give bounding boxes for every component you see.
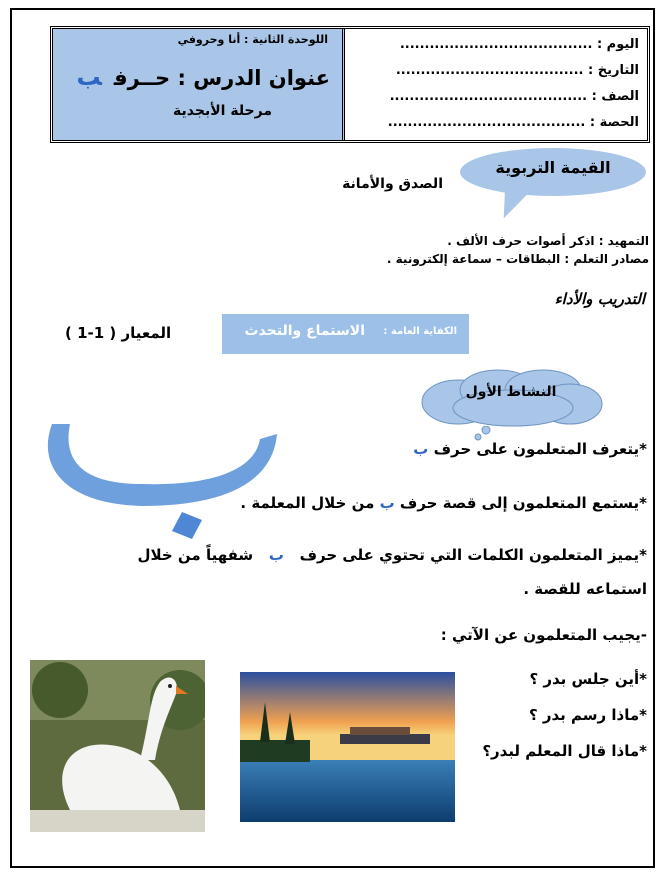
standard-label: المعيار ( 1-1 ) [65, 324, 172, 342]
line-letter: ب [379, 494, 395, 512]
question-1: *أين جلس بدر ؟ [529, 670, 647, 688]
date-field [396, 63, 639, 78]
line-letter: ب [413, 440, 429, 458]
lesson-panel [53, 29, 345, 140]
field-label: اليوم : [596, 37, 639, 52]
warmup-text: التمهيد : اذكر أصوات حرف الألف . [447, 234, 649, 248]
resources-text: مصادر التعلم : البطاقات – سماعة إلكترونية . [386, 252, 649, 266]
field-label: الصف : [591, 89, 639, 104]
value-title: القيمة التربوية [495, 158, 611, 177]
line-letter: ب [268, 546, 284, 564]
class-field [390, 89, 639, 104]
lesson-title [76, 63, 330, 91]
question-3: *ماذا قال المعلم لبدر؟ [482, 742, 647, 760]
field-blank: ...................................... [395, 63, 584, 78]
competency-label: الكفاية العامة : [383, 326, 457, 337]
training-heading: التدريب والأداء [554, 290, 645, 308]
period-field [388, 115, 639, 130]
line-text-after: شفهياً من خلال [137, 546, 254, 564]
answer-intro: -يجيب المتعلمون عن الآتي : [440, 626, 647, 644]
competency-value: الاستماع والتحدث [244, 323, 365, 339]
field-blank: ........................................ [387, 115, 586, 130]
line-text: *يستمع المتعلمون إلى قصة حرف [399, 494, 647, 512]
info-panel [345, 29, 647, 140]
field-label: الحصة : [589, 115, 639, 130]
unit-title: اللوحدة الثانية : أنا وحروفي [177, 33, 328, 46]
activity-title: النشاط الأول [465, 384, 557, 400]
activity-line-1 [413, 440, 647, 458]
big-letter-ba-icon [32, 394, 292, 549]
stage-label: مرحلة الأبجدية [173, 103, 272, 119]
intro-block [387, 232, 649, 268]
lesson-title-prefix: عنوان الدرس : حــرف [113, 66, 330, 90]
field-label: التاريخ : [588, 63, 639, 78]
field-blank: ........................................ [389, 89, 588, 104]
lesson-letter: ب [76, 63, 102, 91]
value-text: الصدق والأمانة [342, 176, 443, 192]
question-2: *ماذا رسم بدر ؟ [528, 706, 647, 724]
activity-line-3-cont: استماعه للقصة . [523, 580, 647, 598]
field-blank: ....................................... [399, 37, 593, 52]
day-field [400, 37, 639, 52]
line-text-after: من خلال المعلمة . [240, 494, 375, 512]
big-letter-ba: ب [32, 394, 33, 395]
header-table [50, 26, 650, 143]
swan-image [30, 660, 205, 832]
sea-image [240, 672, 455, 822]
line-text: *يميز المتعلمون الكلمات التي تحتوي على حرف [299, 546, 647, 564]
competency-box [222, 314, 469, 354]
activity-line-2 [240, 494, 647, 512]
line-text: *يتعرف المتعلمون على حرف [433, 440, 647, 458]
activity-line-3 [138, 546, 648, 564]
